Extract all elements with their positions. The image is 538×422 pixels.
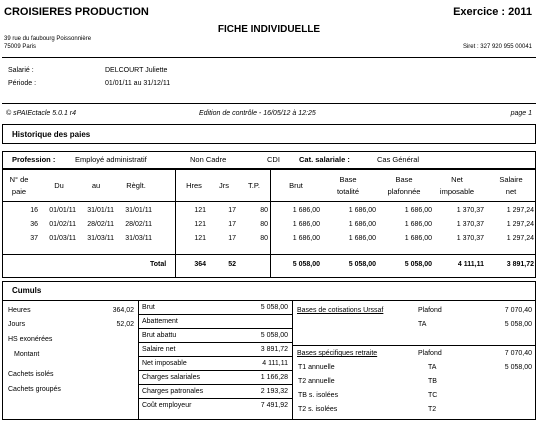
cumul-middle-label: Salaire net: [142, 346, 176, 353]
cumul-middle-label: Charges patronales: [142, 388, 204, 395]
row-1-hres: 121: [194, 207, 206, 214]
software-version: © sPAIEctacle 5.0.1 r4: [6, 110, 77, 117]
cumul-left-value: 52,02: [116, 321, 134, 328]
row-2-net-imp: 1 370,37: [456, 221, 484, 228]
cumuls-col-divider-2: [292, 300, 293, 420]
employee-divider: [2, 103, 536, 104]
row-3-base-tot: 1 686,00: [348, 235, 376, 242]
col-header-hres: Hres: [186, 181, 202, 190]
row-2-tp: 80: [260, 221, 268, 228]
row-3-tp: 80: [260, 235, 268, 242]
cumul-middle-divider: [138, 314, 292, 315]
retraite-row-code: TA: [428, 364, 437, 371]
retraite-title: Bases spécifiques retraite: [297, 350, 378, 357]
cumul-middle-value: 2 193,32: [260, 388, 288, 395]
salarie-value: DELCOURT Juliette: [105, 67, 168, 74]
retraite-row-code: T2: [428, 406, 437, 413]
header-divider: [2, 57, 536, 58]
contract-type: CDI: [267, 155, 280, 164]
company-name: CROISIERES PRODUCTION: [4, 6, 149, 18]
cumuls-col-divider-1: [138, 300, 139, 420]
urssaf-divider: [292, 345, 536, 346]
row-3-du: 01/03/11: [49, 235, 76, 242]
row-2-hres: 121: [194, 221, 206, 228]
row-2-du: 01/02/11: [49, 221, 76, 228]
total-base-plafonnee: 5 058,00: [404, 261, 432, 268]
row-3-hres: 121: [194, 235, 206, 242]
categorie-value: Cas Général: [377, 155, 420, 164]
cumul-middle-value: 1 166,28: [260, 374, 288, 381]
retraite-row-code: TC: [428, 392, 438, 399]
table-col-divider-2: [270, 169, 271, 278]
cumul-middle-value: 7 491,92: [260, 402, 288, 409]
row-1-net-imp: 1 370,37: [456, 207, 484, 214]
cadre-status: Non Cadre: [190, 155, 227, 164]
row-1-tp: 80: [260, 207, 268, 214]
profession-value: Employé administratif: [75, 155, 147, 164]
total-net-imposable: 4 111,11: [457, 261, 484, 268]
row-3-reglt: 31/03/11: [125, 235, 152, 242]
cumul-middle-value: 4 111,11: [262, 360, 288, 367]
col-header-du: Du: [54, 181, 64, 190]
urssaf-ta-value: 5 058,00: [504, 321, 532, 328]
total-base-totalite: 5 058,00: [348, 261, 376, 268]
total-hres: 364: [194, 261, 206, 268]
urssaf-ta-label: TA: [418, 321, 427, 328]
cumul-middle-divider: [138, 384, 292, 385]
cumul-left-label: Cachets groupés: [8, 386, 61, 393]
cumul-middle-label: Brut abattu: [142, 332, 177, 339]
row-3-base-plaf: 1 686,00: [404, 235, 432, 242]
row-1-reglt: 31/01/11: [125, 207, 152, 214]
periode-label: Période :: [8, 80, 37, 87]
total-jrs: 52: [228, 261, 236, 268]
col-header-base-totalite: Base totalité: [336, 175, 360, 196]
cumul-middle-value: 3 891,72: [260, 346, 288, 353]
edition-date: Edition de contrôle - 16/05/12 à 12:25: [199, 110, 316, 117]
row-1-base-tot: 1 686,00: [348, 207, 376, 214]
row-3-num: 37: [30, 235, 38, 242]
exercise-year: Exercice : 2011: [453, 6, 532, 18]
col-header-reglt: Règlt.: [126, 181, 146, 190]
cumul-middle-value: 5 058,00: [260, 332, 288, 339]
address-line-2: 75009 Paris: [4, 44, 37, 50]
cumul-left-value: 364,02: [112, 307, 134, 314]
urssaf-plafond-value: 7 070,40: [504, 307, 532, 314]
cumul-left-label: Heures: [8, 307, 31, 314]
row-1-jrs: 17: [228, 207, 236, 214]
total-salaire-net: 3 891,72: [506, 261, 534, 268]
periode-value: 01/01/11 au 31/12/11: [105, 80, 171, 87]
row-1-sal-net: 1 297,24: [506, 207, 534, 214]
col-header-num: N° de paie: [9, 175, 29, 196]
col-header-net-imposable: Net imposable: [439, 175, 475, 196]
cumul-middle-divider: [138, 356, 292, 357]
cumul-left-label: HS exonérées: [8, 336, 53, 343]
row-3-net-imp: 1 370,37: [456, 235, 484, 242]
cumul-middle-label: Net imposable: [142, 360, 187, 367]
history-section-title: Historique des paies: [12, 130, 91, 139]
retraite-plafond-value: 7 070,40: [504, 350, 532, 357]
row-2-au: 28/02/11: [87, 221, 114, 228]
cumul-middle-divider: [138, 328, 292, 329]
row-2-num: 36: [30, 221, 38, 228]
cumul-left-label: Cachets isolés: [8, 371, 54, 378]
cumul-middle-value: 5 058,00: [260, 304, 288, 311]
cumul-middle-label: Brut: [142, 304, 155, 311]
row-2-reglt: 28/02/11: [125, 221, 152, 228]
page-number: page 1: [510, 110, 532, 117]
table-col-divider-1: [175, 169, 176, 278]
profession-label: Profession :: [12, 155, 56, 164]
cumuls-section-title: Cumuls: [12, 286, 42, 295]
categorie-label: Cat. salariale :: [299, 155, 350, 164]
table-header-divider: [2, 201, 536, 202]
cumul-middle-divider: [138, 398, 292, 399]
cumul-middle-label: Coût employeur: [142, 402, 192, 409]
col-header-tp: T.P.: [248, 181, 260, 190]
retraite-row-label: TB s. isolées: [298, 392, 339, 399]
cumul-left-label: Montant: [14, 351, 40, 358]
row-2-base-tot: 1 686,00: [348, 221, 376, 228]
cumul-middle-label: Charges salariales: [142, 374, 200, 381]
document-title: FICHE INDIVIDUELLE: [217, 24, 321, 35]
col-header-base-plafonnee: Base plafonnée: [387, 175, 421, 196]
urssaf-plafond-label: Plafond: [418, 307, 442, 314]
row-2-jrs: 17: [228, 221, 236, 228]
row-3-jrs: 17: [228, 235, 236, 242]
retraite-row-label: T2 annuelle: [298, 378, 335, 385]
col-header-au: au: [91, 181, 101, 190]
col-header-jrs: Jrs: [219, 181, 229, 190]
col-header-brut: Brut: [289, 181, 303, 190]
row-1-au: 31/01/11: [87, 207, 114, 214]
row-2-base-plaf: 1 686,00: [404, 221, 432, 228]
retraite-row-code: TB: [428, 378, 437, 385]
total-label: Total: [150, 261, 167, 268]
row-1-du: 01/01/11: [49, 207, 76, 214]
table-total-divider: [2, 254, 536, 255]
row-1-num: 16: [30, 207, 38, 214]
retraite-row-label: T2 s. isolées: [298, 406, 338, 413]
cumuls-section-header: [2, 281, 536, 301]
cumul-middle-divider: [138, 342, 292, 343]
row-2-brut: 1 686,00: [292, 221, 320, 228]
cumul-middle-label: Abattement: [142, 318, 178, 325]
retraite-row-label: T1 annuelle: [298, 364, 335, 371]
row-3-sal-net: 1 297,24: [506, 235, 534, 242]
col-header-salaire-net: Salaire net: [499, 175, 523, 196]
urssaf-title: Bases de cotisations Urssaf: [297, 307, 384, 314]
siret-number: Siret : 327 920 955 00041: [462, 44, 532, 50]
address-line-1: 39 rue du faubourg Poissonnière: [4, 36, 92, 42]
total-brut: 5 058,00: [292, 261, 320, 268]
retraite-plafond-label: Plafond: [418, 350, 442, 357]
cumul-middle-divider: [138, 370, 292, 371]
retraite-row-value: 5 058,00: [504, 364, 532, 371]
cumul-left-label: Jours: [8, 321, 26, 328]
row-3-au: 31/03/11: [87, 235, 114, 242]
row-2-sal-net: 1 297,24: [506, 221, 534, 228]
row-1-base-plaf: 1 686,00: [404, 207, 432, 214]
row-3-brut: 1 686,00: [292, 235, 320, 242]
row-1-brut: 1 686,00: [292, 207, 320, 214]
salarie-label: Salarié :: [8, 67, 34, 74]
